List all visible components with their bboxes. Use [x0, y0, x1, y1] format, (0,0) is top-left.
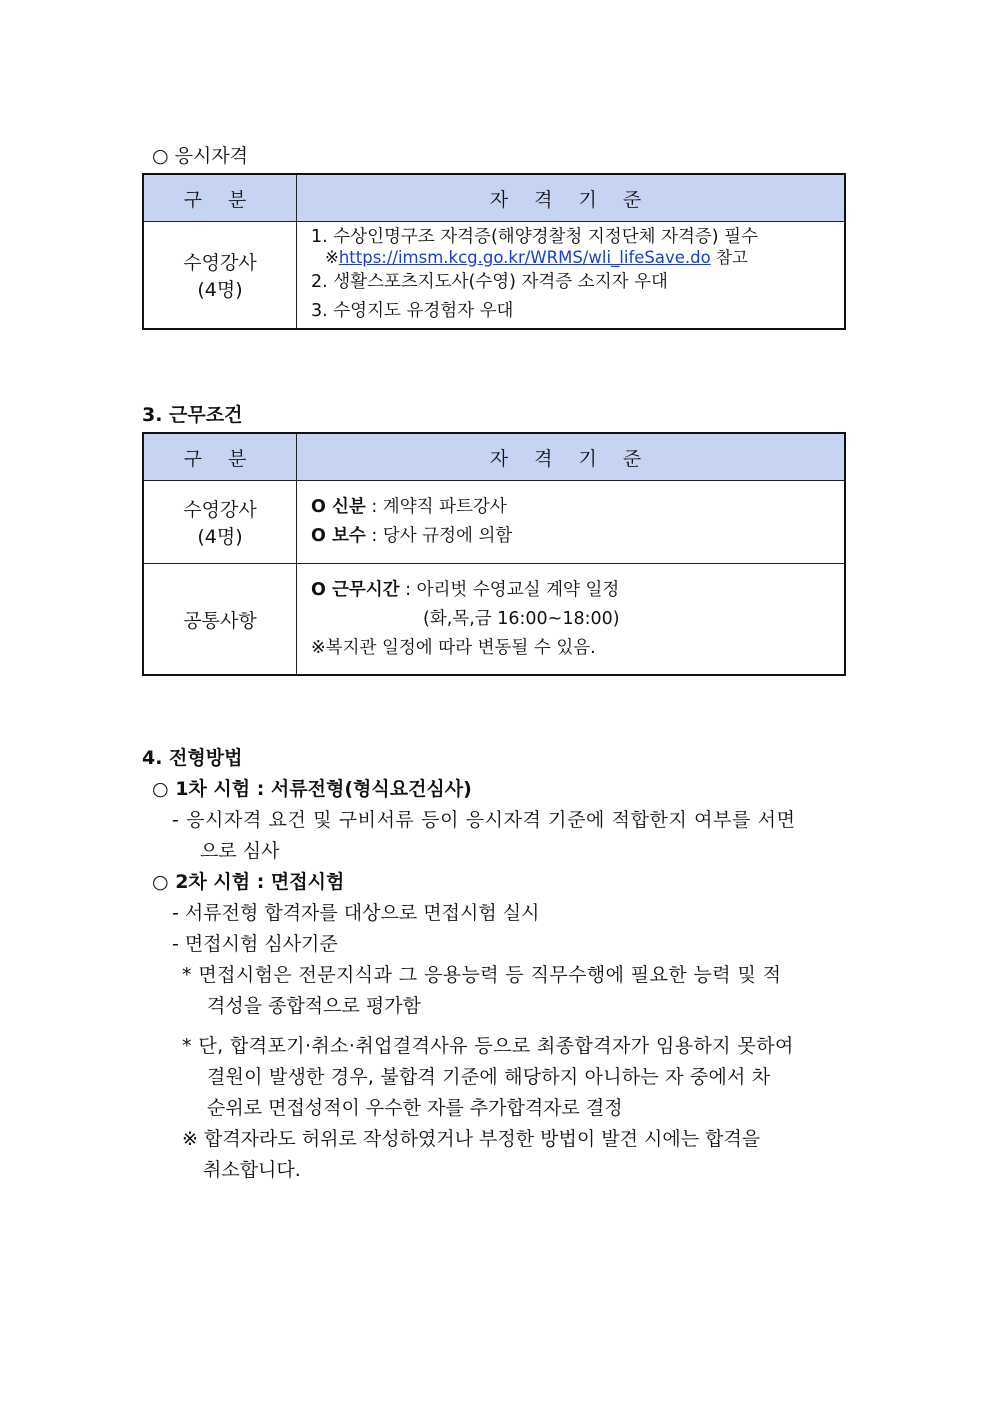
- hours-line: [311, 576, 843, 605]
- stage1-title: ○ 1차 시험 : 서류전형(형식요건심사): [152, 778, 472, 800]
- pay-line: [311, 522, 843, 551]
- status-label: O 신분: [311, 497, 366, 517]
- role-cell: [143, 222, 297, 330]
- note-suffix: 참고: [710, 248, 748, 267]
- common-conditions-cell: [297, 564, 846, 676]
- role-conditions-cell: [297, 481, 846, 564]
- criteria-cell: [297, 222, 846, 330]
- column-header-criteria: 자 격 기 준: [297, 174, 846, 222]
- common-cell: 공통사항: [143, 564, 297, 676]
- notice-line2: 취소합니다.: [203, 1159, 301, 1181]
- pay-label: O 보수: [311, 526, 366, 546]
- qualification-table: [142, 173, 846, 330]
- hours-label: O 근무시간: [311, 579, 400, 600]
- stage2-desc-line2: - 면접시험 심사기준: [172, 933, 338, 955]
- stage2-title: ○ 2차 시험 : 면접시험: [152, 871, 345, 893]
- notice-line1: ※ 합격자라도 허위로 작성하였거나 부정한 방법이 발견 시에는 합격을: [182, 1128, 761, 1150]
- criteria-item-3: 3. 수영지도 유경험자 우대: [311, 301, 514, 321]
- criteria2-line1: * 단, 합격포기·취소·취업결격사유 등으로 최종합격자가 임용하지 못하여: [182, 1035, 794, 1057]
- qualification-heading: ○ 응시자격: [152, 145, 249, 167]
- criteria2-line3: 순위로 면접성적이 우수한 자를 추가합격자로 결정: [207, 1097, 623, 1119]
- work-conditions-table: [142, 432, 846, 676]
- table-header-row: [143, 433, 845, 481]
- column-header-criteria: 자 격 기 준: [297, 433, 846, 481]
- status-value: : 계약직 파트강사: [365, 497, 507, 517]
- stage1-desc-line1: - 응시자격 요건 및 구비서류 등이 응시자격 기준에 적합한지 여부를 서면: [172, 809, 796, 831]
- criteria-item-2: 2. 생활스포츠지도사(수영) 자격증 소지자 우대: [311, 272, 668, 292]
- hours-note: ※복지관 일정에 따라 변동될 수 있음.: [311, 637, 596, 658]
- table-row: [143, 222, 845, 330]
- stage2-desc-line1: - 서류전형 합격자를 대상으로 면접시험 실시: [172, 902, 540, 924]
- hours-detail: (화,목,금 16:00~18:00): [423, 608, 620, 629]
- hours-value: : 아리벗 수영교실 계약 일정: [399, 579, 620, 600]
- pay-value: : 당사 규정에 의함: [365, 526, 513, 546]
- lifesave-link[interactable]: https://imsm.kcg.go.kr/WRMS/wli_lifeSave.do: [338, 248, 711, 267]
- status-line: [311, 493, 843, 522]
- role-cell: [143, 481, 297, 564]
- table-row: [143, 481, 845, 564]
- role-count: (4명): [197, 526, 243, 548]
- criteria-item-1: 1. 수상인명구조 자격증(해양경찰청 지정단체 자격증) 필수: [311, 227, 758, 247]
- role-count: (4명): [197, 279, 243, 301]
- column-header-category: 구 분: [143, 433, 297, 481]
- criteria1-line2: 격성을 종합적으로 평가함: [207, 995, 421, 1017]
- role-name: 수영강사: [183, 499, 257, 521]
- criteria-item-1-note: [311, 248, 843, 268]
- table-row: [143, 564, 845, 676]
- criteria2-line2: 결원이 발생한 경우, 불합격 기준에 해당하지 아니하는 자 중에서 차: [207, 1066, 771, 1088]
- note-mark: ※: [325, 248, 339, 267]
- work-conditions-heading: 3. 근무조건: [142, 404, 243, 426]
- role-name: 수영강사: [183, 252, 257, 274]
- selection-heading: 4. 전형방법: [142, 747, 243, 769]
- column-header-category: 구 분: [143, 174, 297, 222]
- table-header-row: [143, 174, 845, 222]
- criteria1-line1: * 면접시험은 전문지식과 그 응용능력 등 직무수행에 필요한 능력 및 적: [182, 964, 782, 986]
- stage1-desc-line2: 으로 심사: [200, 840, 280, 862]
